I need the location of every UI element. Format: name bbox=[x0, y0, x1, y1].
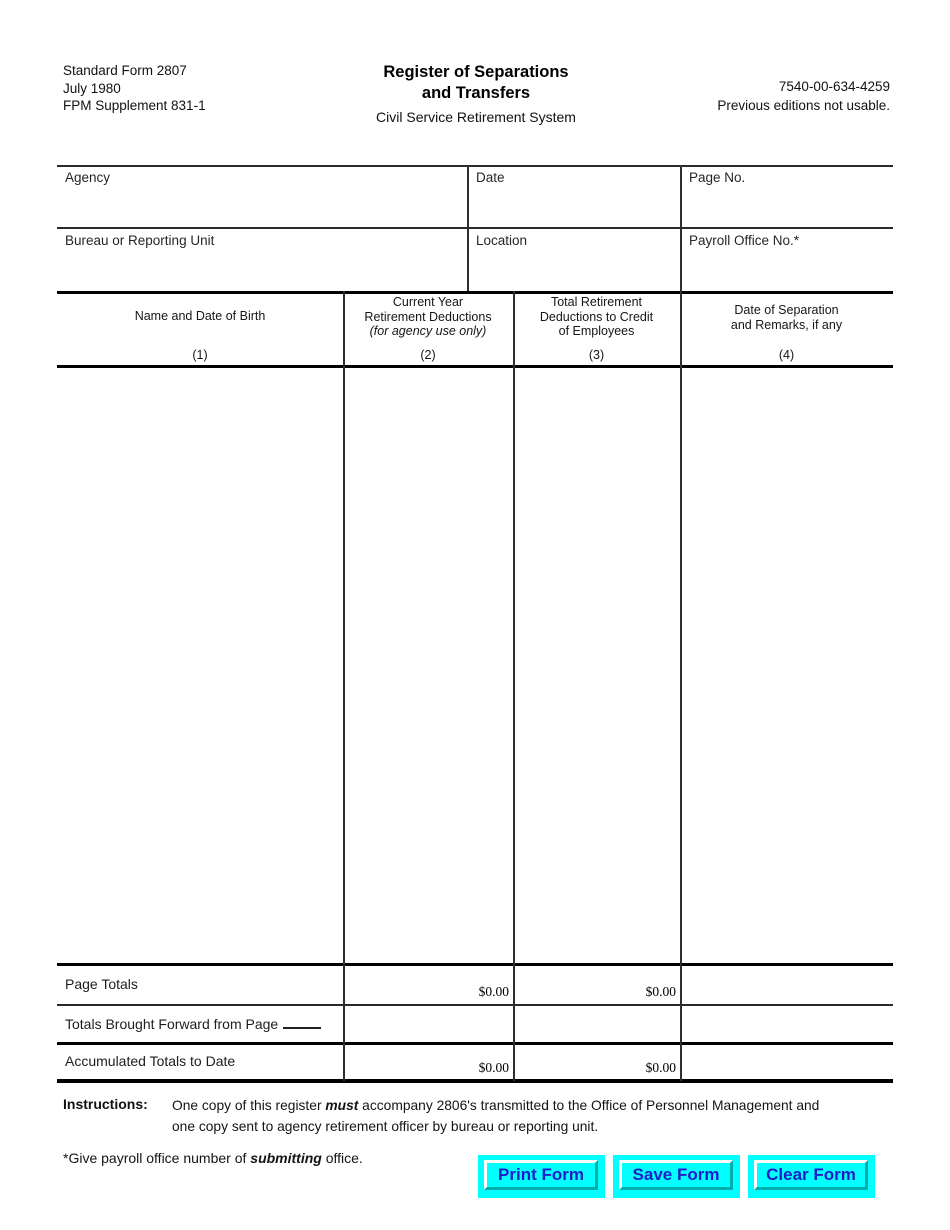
table-header-top-border bbox=[57, 291, 893, 294]
info-grid-divider-2 bbox=[680, 165, 682, 291]
stock-number: 7540-00-634-4259 bbox=[778, 79, 890, 94]
page-no-input[interactable] bbox=[685, 190, 891, 224]
col1-title: Name and Date of Birth bbox=[134, 309, 266, 323]
name-dob-entries-area[interactable] bbox=[57, 369, 341, 961]
column-header-separation bbox=[680, 295, 893, 363]
col2-title-line1: Current Year bbox=[392, 295, 464, 309]
page-no-label: Page No. bbox=[689, 170, 746, 185]
column-header-current-year bbox=[343, 295, 513, 363]
col2-note: (for agency use only) bbox=[369, 324, 487, 338]
accumulated-total-value: $0.00 bbox=[645, 1060, 676, 1075]
stock-block bbox=[600, 77, 890, 115]
totals-row2-border bbox=[57, 1042, 893, 1045]
totals-top-border bbox=[57, 963, 893, 966]
payroll-footnote bbox=[63, 1150, 363, 1166]
clear-form-button-face[interactable]: Clear Form bbox=[754, 1160, 868, 1190]
col3-title-line3: of Employees bbox=[558, 324, 635, 338]
instructions-heading: Instructions: bbox=[63, 1096, 148, 1112]
col3-number: (3) bbox=[588, 347, 605, 362]
form-subtitle: Civil Service Retirement System bbox=[376, 109, 576, 125]
footnote-emphasis: submitting bbox=[250, 1150, 322, 1166]
col1-number: (1) bbox=[192, 347, 208, 362]
agency-input[interactable] bbox=[62, 190, 464, 224]
separation-remarks-entries-area[interactable] bbox=[682, 369, 893, 961]
col2-number: (2) bbox=[420, 347, 436, 362]
instructions-line2: one copy sent to agency retirement officer by bureau or reporting unit. bbox=[172, 1118, 599, 1134]
location-label: Location bbox=[476, 233, 528, 248]
footnote-pre: *Give payroll office number of bbox=[63, 1150, 251, 1166]
form-number: Standard Form 2807 bbox=[63, 63, 187, 78]
payroll-office-label: Payroll Office No.* bbox=[689, 233, 800, 248]
clear-form-button[interactable] bbox=[748, 1155, 875, 1198]
page-totals-label: Page Totals bbox=[65, 976, 138, 992]
info-grid-top-border bbox=[57, 165, 893, 167]
brought-forward-label bbox=[65, 1014, 321, 1032]
form-id-block bbox=[63, 62, 206, 115]
page-totals-deductions-value: $0.00 bbox=[478, 984, 509, 999]
instructions-line1-post: accompany 2806's transmitted to the Office of Personnel Management and bbox=[358, 1098, 820, 1113]
col4-title-line1: Date of Separation bbox=[734, 303, 839, 317]
current-year-deductions-entries-area[interactable] bbox=[345, 369, 511, 961]
col4-title-line2: and Remarks, if any bbox=[730, 317, 843, 332]
save-form-button[interactable] bbox=[613, 1155, 740, 1198]
form-title-line1: Register of Separations bbox=[383, 63, 569, 81]
column-header-total-retirement bbox=[513, 295, 680, 363]
location-input[interactable] bbox=[472, 252, 678, 286]
save-form-button-face[interactable]: Save Form bbox=[619, 1160, 733, 1190]
payroll-office-input[interactable] bbox=[685, 252, 891, 286]
page-totals-total-value: $0.00 bbox=[645, 984, 676, 999]
brought-forward-text: Totals Brought Forward from Page bbox=[65, 1016, 279, 1032]
instructions-emphasis: must bbox=[325, 1098, 359, 1113]
info-grid-divider-1 bbox=[467, 165, 469, 291]
info-grid-middle-border bbox=[57, 227, 893, 229]
col2-title-line2: Retirement Deductions bbox=[364, 309, 492, 324]
table-bottom-border bbox=[57, 1079, 893, 1083]
column-header-name-dob bbox=[57, 295, 343, 363]
form-title-line2: and Transfers bbox=[421, 84, 531, 102]
brought-forward-page-blank[interactable] bbox=[283, 1014, 321, 1029]
date-input[interactable] bbox=[472, 190, 678, 224]
table-header-bottom-border bbox=[57, 365, 893, 368]
accumulated-totals-label: Accumulated Totals to Date bbox=[65, 1053, 236, 1069]
footnote-post: office. bbox=[321, 1150, 363, 1166]
totals-row1-border bbox=[57, 1004, 893, 1006]
agency-label: Agency bbox=[65, 170, 111, 185]
date-label: Date bbox=[476, 170, 505, 185]
form-date: July 1980 bbox=[63, 80, 121, 96]
instructions-text bbox=[172, 1096, 902, 1137]
instructions-line1-pre: One copy of this register bbox=[172, 1098, 326, 1113]
bureau-label: Bureau or Reporting Unit bbox=[65, 233, 215, 248]
form-supplement: FPM Supplement 831-1 bbox=[63, 98, 206, 113]
print-form-button[interactable] bbox=[478, 1155, 605, 1198]
bureau-input[interactable] bbox=[62, 252, 464, 286]
col4-number: (4) bbox=[778, 347, 795, 362]
total-deductions-entries-area[interactable] bbox=[515, 369, 678, 961]
col3-title-line1: Total Retirement bbox=[550, 295, 642, 309]
editions-note: Previous editions not usable. bbox=[717, 98, 890, 113]
accumulated-deductions-value: $0.00 bbox=[478, 1060, 509, 1075]
print-form-button-face[interactable]: Print Form bbox=[484, 1160, 598, 1190]
col3-title-line2: Deductions to Credit bbox=[539, 309, 654, 324]
